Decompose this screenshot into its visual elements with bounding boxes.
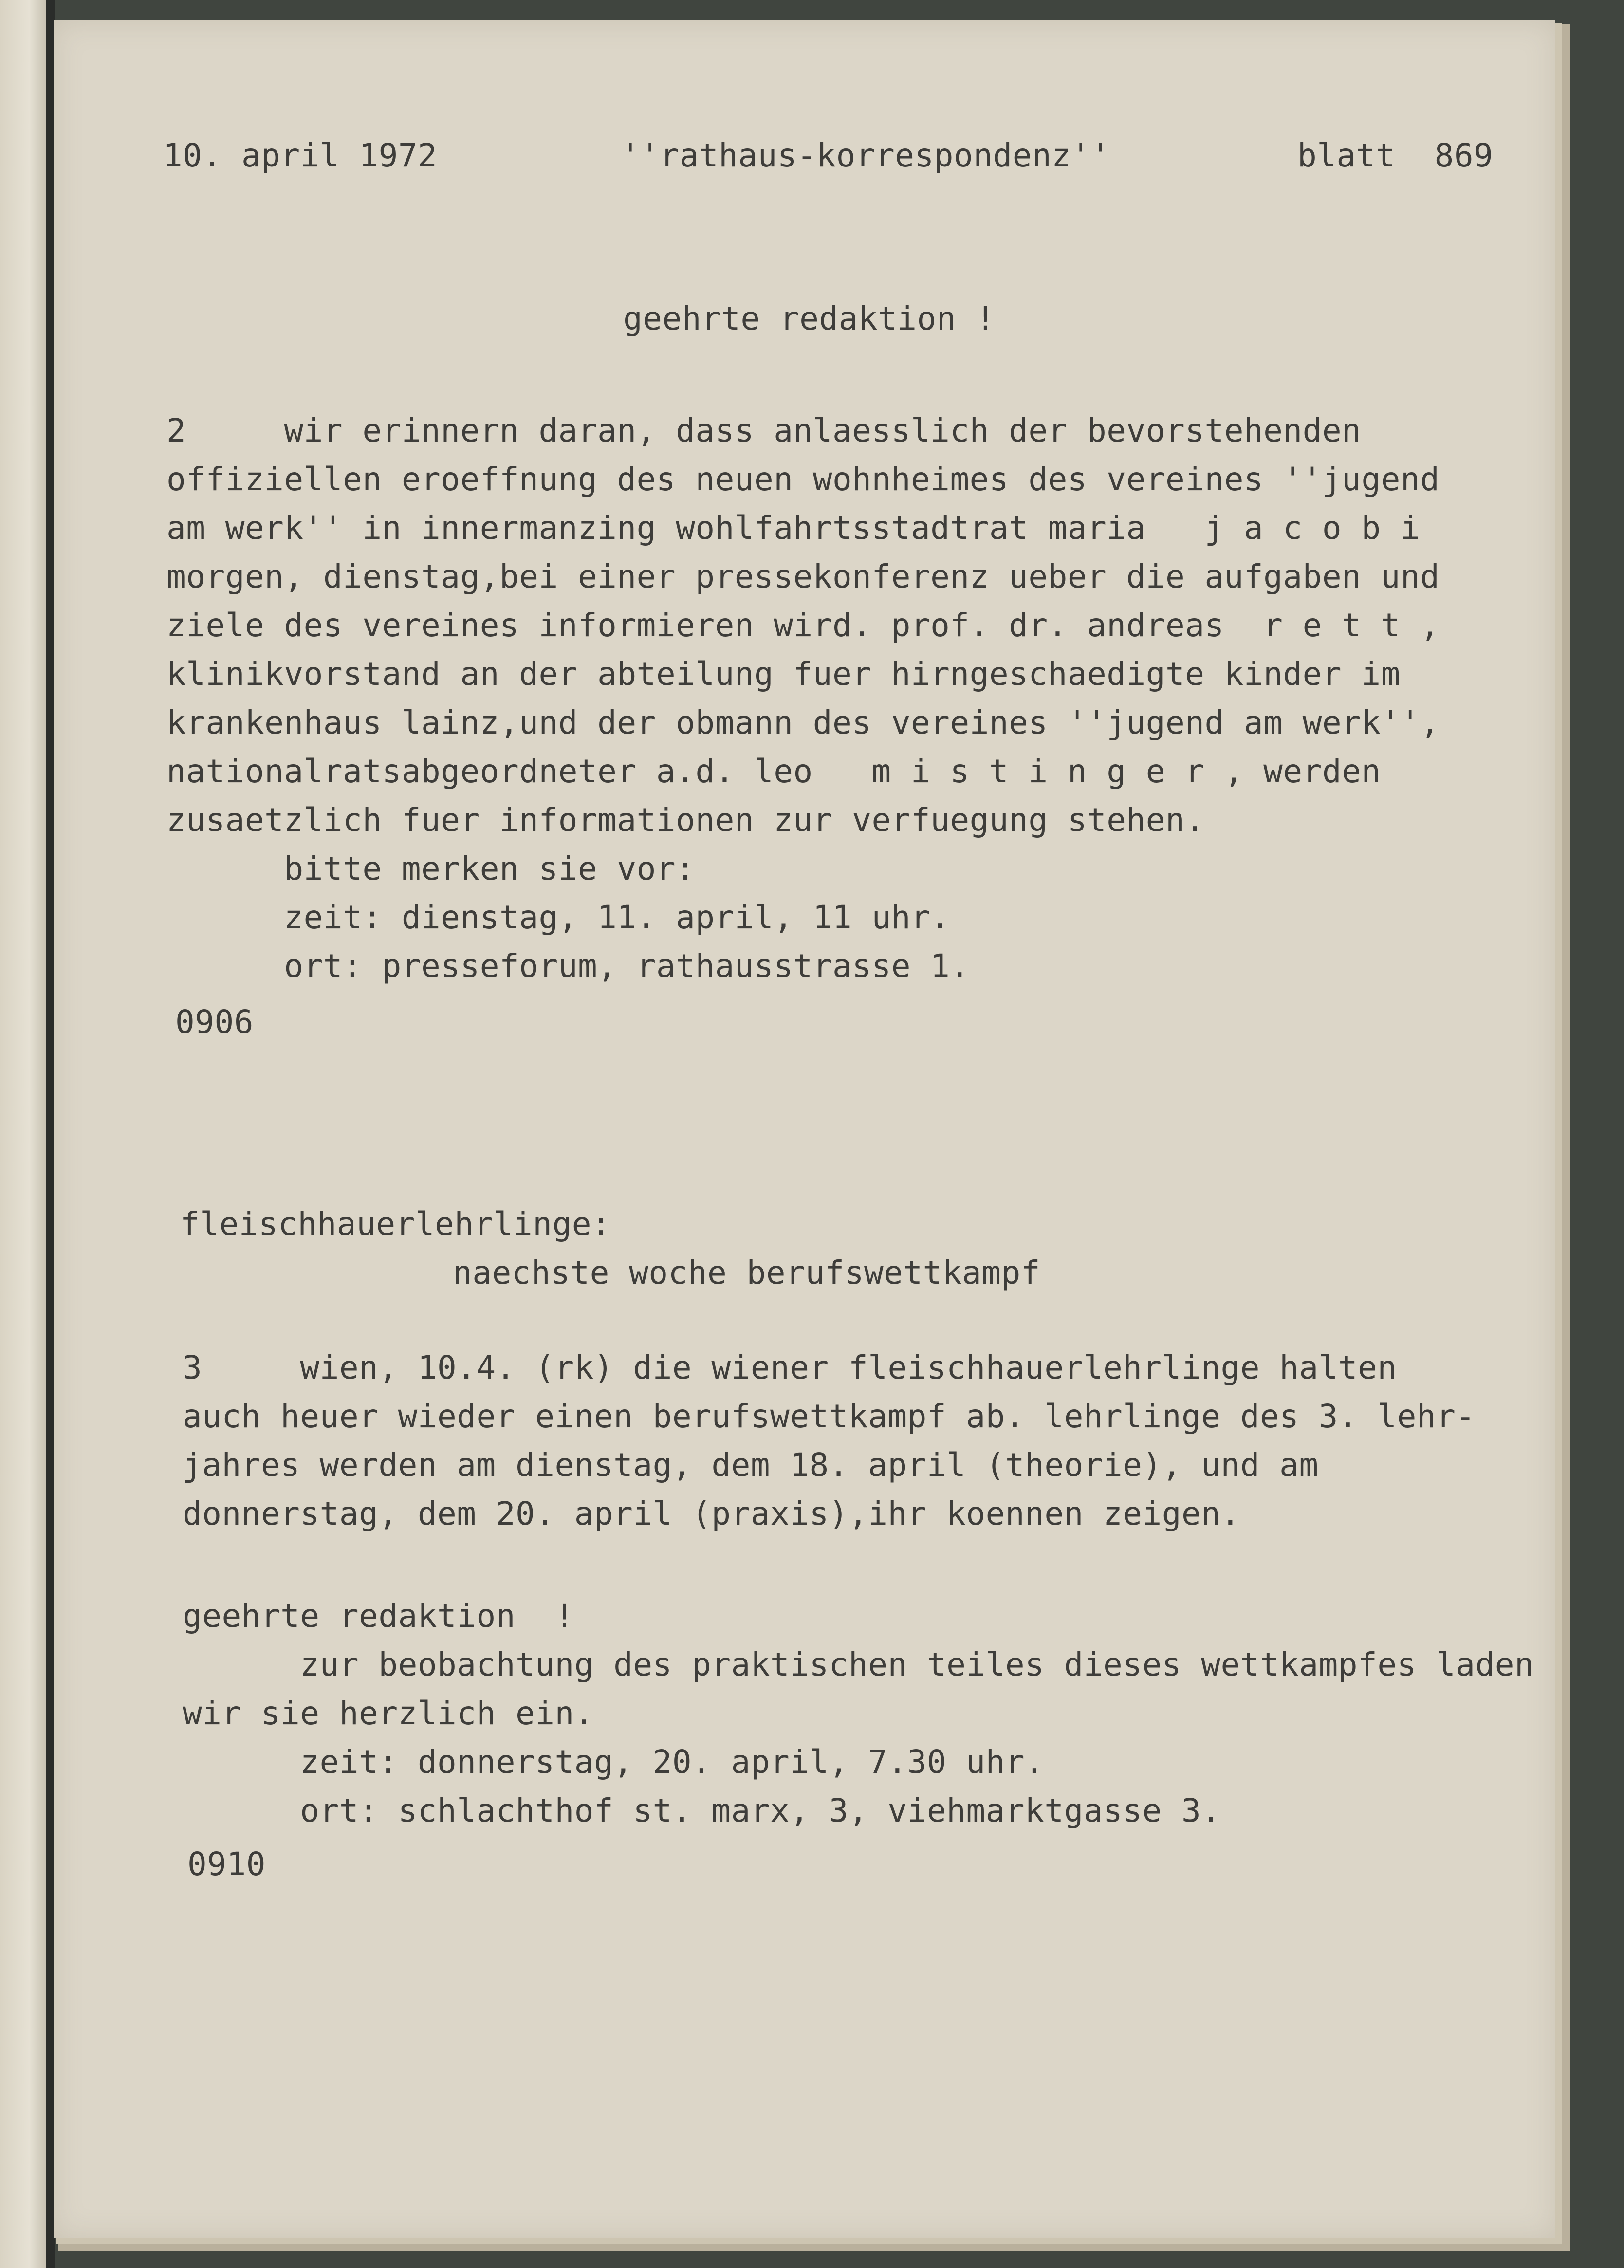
header-date: 10. april 1972 [163, 137, 438, 174]
item1-line: nationalratsabgeordneter a.d. leo m i s t i n g e r , werden [166, 753, 1381, 790]
item2-salutation: geehrte redaktion ! [183, 1597, 574, 1635]
item2-invite-line: zur beobachtung des praktischen teiles dieses wettkampfes laden [183, 1646, 1534, 1683]
item2-line: 3 wien, 10.4. (rk) die wiener fleischhauerlehrlinge halten [183, 1349, 1397, 1386]
item1-line: offiziellen eroeffnung des neuen wohnheimes des vereines ''jugend [166, 461, 1440, 498]
item1-line: ziele des vereines informieren wird. prof. dr. andreas r e t t , [166, 607, 1440, 644]
item2-invite-line: ort: schlachthof st. marx, 3, viehmarktgasse 3. [183, 1792, 1221, 1829]
item2-line: jahres werden am dienstag, dem 18. april (theorie), und am [183, 1446, 1319, 1484]
item1-line: zusaetzlich fuer informationen zur verfuegung stehen. [166, 801, 1205, 839]
item1-line: klinikvorstand an der abteilung fuer hirngeschaedigte kinder im [166, 655, 1401, 693]
item2-subtitle: naechste woche berufswettkampf [453, 1254, 1041, 1291]
item2-invite-line: zeit: donnerstag, 20. april, 7.30 uhr. [183, 1743, 1045, 1781]
item2-line: auch heuer wieder einen berufswettkampf ab. lehrlinge des 3. lehr- [183, 1398, 1476, 1435]
item1-line: krankenhaus lainz,und der obmann des vereines ''jugend am werk'', [166, 704, 1440, 741]
item2-invite-line: wir sie herzlich ein. [183, 1695, 594, 1732]
typewritten-page [54, 20, 1555, 2238]
item1-code: 0906 [175, 1003, 254, 1041]
item2-line: donnerstag, dem 20. april (praxis),ihr koennen zeigen. [183, 1495, 1240, 1532]
item1-line: morgen, dienstag,bei einer pressekonferenz ueber die aufgaben und [166, 558, 1440, 595]
header-sheet-number: blatt 869 [1297, 137, 1494, 174]
item2-code: 0910 [187, 1845, 266, 1883]
item1-line: ort: presseforum, rathausstrasse 1. [166, 947, 970, 985]
item1-line: bitte merken sie vor: [166, 850, 696, 887]
item1-line: zeit: dienstag, 11. april, 11 uhr. [166, 899, 950, 936]
item2-title: fleischhauerlehrlinge: [180, 1205, 611, 1243]
item1-line: am werk'' in innermanzing wohlfahrtsstadtrat maria j a c o b i [166, 509, 1421, 547]
item1-salutation: geehrte redaktion ! [623, 300, 996, 337]
item1-line: 2 wir erinnern daran, dass anlaesslich der bevorstehenden [166, 412, 1362, 449]
previous-page-edge [0, 0, 54, 2268]
header-publication: ''rathaus-korrespondenz'' [621, 137, 1110, 174]
